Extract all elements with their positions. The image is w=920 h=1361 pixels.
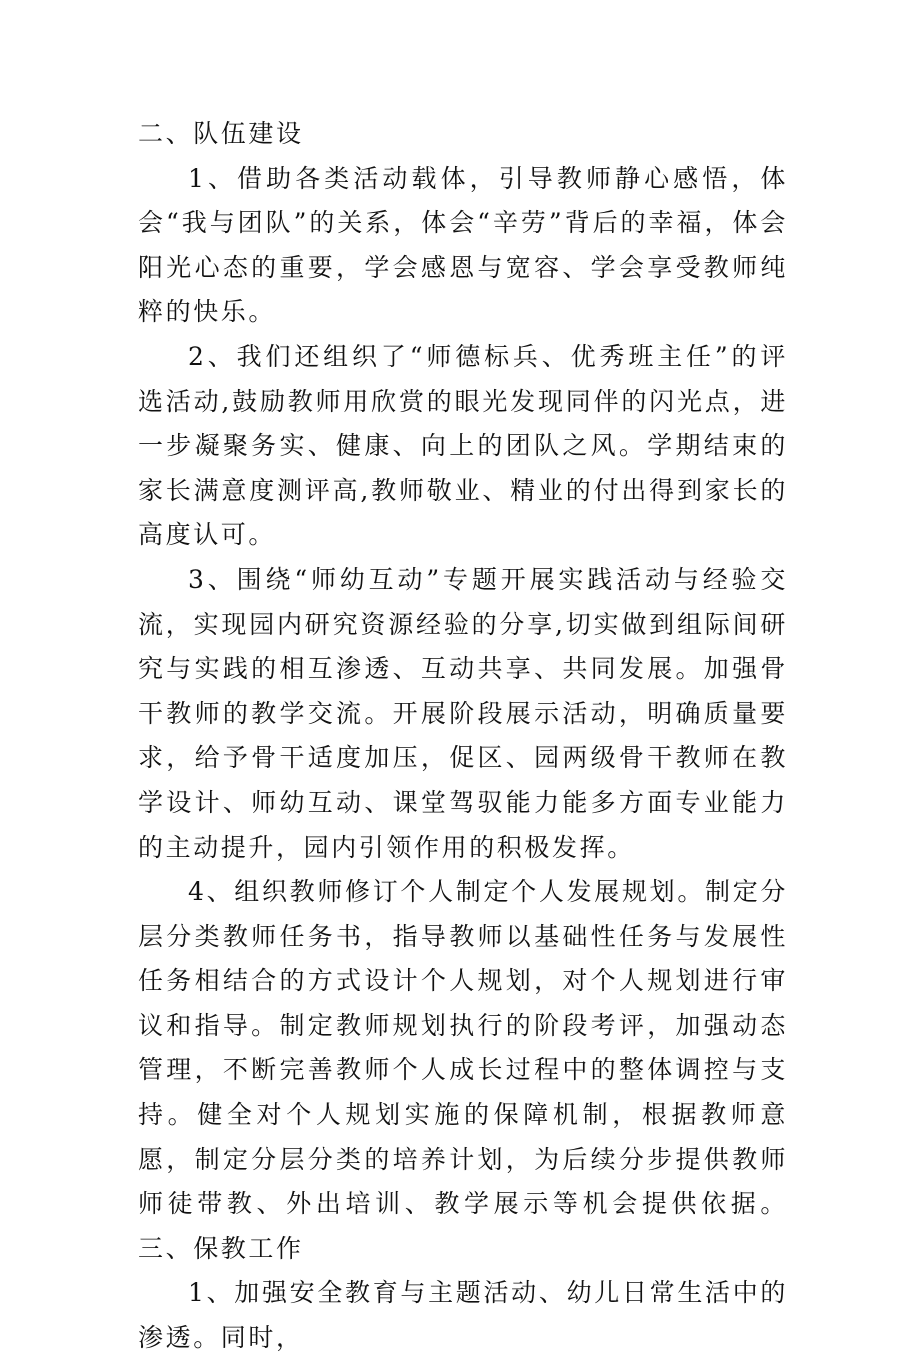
paragraph-5: 1、加强安全教育与主题活动、幼儿日常生活中的渗透。同时， [138,1278,788,1353]
paragraph-4: 4、组织教师修订个人制定个人发展规划。制定分层分类教师任务书，指导教师以基础性任务与发展性任务相结合的方式设计个人规划，对个人规划进行审议和指导。制定教师规划执行的阶段考评，加强动态管理，不断完善教师个人成长过程中的整体调控与支持。健全对个人规划实施的保障机制，根据教师意愿，制定分层分类的培养计划，为后续分步提供教师师徒带教、外出培训、教学展示等机会提供依据。三、保教工作 [138,877,788,1263]
document-body [138,112,788,1361]
paragraph-3: 3、围绕“师幼互动”专题开展实践活动与经验交流，实现园内研究资源经验的分享,切实做到组际间研究与实践的相互渗透、互动共享、共同发展。加强骨干教师的教学交流。开展阶段展示活动，明确质量要求，给予骨干适度加压，促区、园两级骨干教师在教学设计、师幼互动、课堂驾驭能力能多方面专业能力的主动提升，园内引领作用的积极发挥。 [138,564,788,862]
paragraph-2: 2、我们还组织了“师德标兵、优秀班主任”的评选活动,鼓励教师用欣赏的眼光发现同伴的闪光点，进一步凝聚务实、健康、向上的团队之风。学期结束的家长满意度测评高,教师敬业、精业的付出得到家长的高度认可。 [138,341,788,550]
paragraph-1: 1、借助各类活动载体，引导教师静心感悟，体会“我与团队”的关系，体会“辛劳”背后的幸福，体会阳光心态的重要，学会感恩与宽容、学会享受教师纯粹的快乐。 [138,163,788,327]
section-heading: 二、队伍建设 [138,119,304,148]
